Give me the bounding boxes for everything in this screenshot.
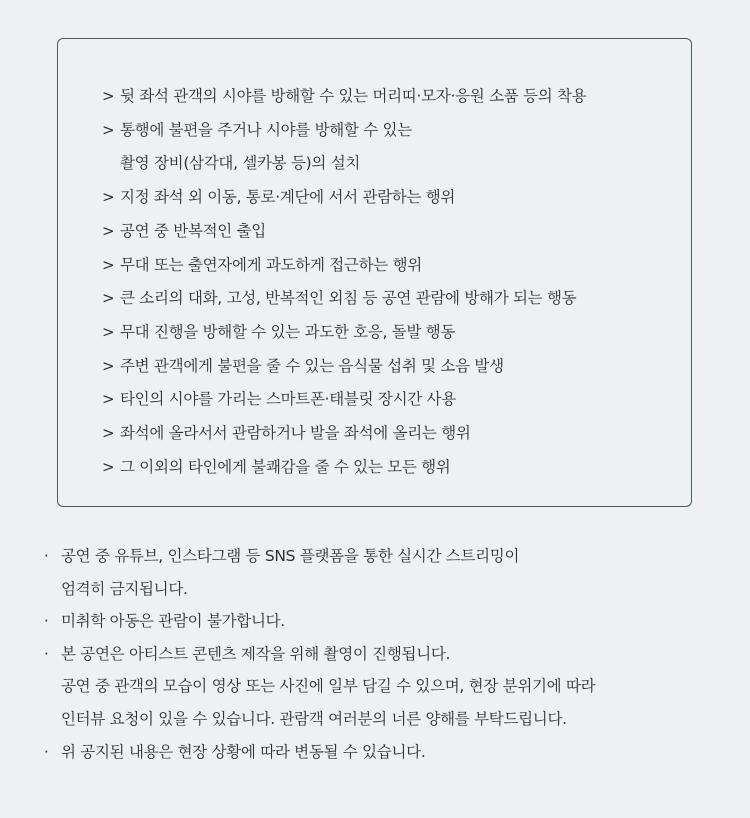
chevron-right-icon: > — [102, 289, 115, 308]
notice-text: 미취학 아동은 관람이 불가합니다. — [61, 612, 285, 631]
chevron-right-icon: > — [102, 424, 115, 443]
notice-text-continued: 엄격히 금지됩니다. — [61, 579, 188, 598]
notice-item — [44, 540, 595, 605]
list-item — [102, 451, 586, 485]
list-item-text: 타인의 시야를 가리는 스마트폰·태블릿 장시간 사용 — [120, 390, 456, 409]
list-item-text: 그 이외의 타인에게 불쾌감을 줄 수 있는 모든 행위 — [120, 457, 451, 476]
list-item-text: 무대 진행을 방해할 수 있는 과도한 호응, 돌발 행동 — [120, 322, 456, 341]
chevron-right-icon: > — [102, 87, 115, 105]
list-item — [102, 114, 586, 181]
list-item-text-continued: 촬영 장비(삼각대, 셀카봉 등)의 설치 — [120, 154, 361, 173]
notice-item — [44, 605, 595, 638]
notice-item — [44, 736, 595, 769]
notice-text-continued: 공연 중 관객의 모습이 영상 또는 사진에 일부 담길 수 있으며, 현장 분위기에 따라 — [61, 677, 596, 696]
list-item-text: 주변 관객에게 불편을 줄 수 있는 음식물 섭취 및 소음 발생 — [120, 356, 504, 375]
notice-text: 본 공연은 아티스트 콘텐츠 제작을 위해 촬영이 진행됩니다. — [61, 644, 451, 663]
list-item — [102, 350, 586, 384]
list-item-text: 뒷 좌석 관객의 시야를 방해할 수 있는 머리띠·모자·응원 소품 등의 착용 — [120, 87, 587, 105]
list-item-text: 지정 좌석 외 이동, 통로·계단에 서서 관람하는 행위 — [120, 188, 456, 207]
list-item-text: 무대 또는 출연자에게 과도하게 접근하는 행위 — [120, 255, 422, 274]
dot-icon: · — [44, 547, 49, 565]
notice-item — [44, 638, 595, 736]
list-item-text: 큰 소리의 대화, 고성, 반복적인 외침 등 공연 관람에 방해가 되는 행동 — [120, 289, 577, 308]
restricted-behaviors-list — [102, 80, 586, 484]
list-item — [102, 249, 586, 283]
list-item-text: 통행에 불편을 주거나 시야를 방해할 수 있는 — [120, 120, 412, 139]
dot-icon: · — [44, 612, 49, 631]
dot-icon: · — [44, 644, 49, 663]
list-item — [102, 417, 586, 451]
list-item-text: 좌석에 올라서서 관람하거나 발을 좌석에 올리는 행위 — [120, 424, 471, 443]
chevron-right-icon: > — [102, 322, 115, 341]
chevron-right-icon: > — [102, 221, 115, 240]
list-item — [102, 383, 586, 417]
notice-text: 위 공지된 내용은 현장 상황에 따라 변동될 수 있습니다. — [61, 742, 426, 761]
chevron-right-icon: > — [102, 120, 115, 139]
notice-list — [44, 540, 595, 768]
chevron-right-icon: > — [102, 188, 115, 207]
list-item — [102, 282, 586, 316]
dot-icon: · — [44, 742, 49, 761]
notice-text: 공연 중 유튜브, 인스타그램 등 SNS 플랫폼을 통한 실시간 스트리밍이 — [61, 547, 520, 565]
restricted-behaviors-box — [57, 38, 692, 507]
list-item — [102, 215, 586, 249]
list-item — [102, 80, 586, 114]
list-item — [102, 316, 586, 350]
notice-text-continued: 인터뷰 요청이 있을 수 있습니다. 관람객 여러분의 너른 양해를 부탁드립니다. — [61, 709, 567, 728]
chevron-right-icon: > — [102, 390, 115, 409]
chevron-right-icon: > — [102, 457, 115, 476]
list-item-text: 공연 중 반복적인 출입 — [120, 221, 266, 240]
chevron-right-icon: > — [102, 255, 115, 274]
list-item — [102, 181, 586, 215]
chevron-right-icon: > — [102, 356, 115, 375]
